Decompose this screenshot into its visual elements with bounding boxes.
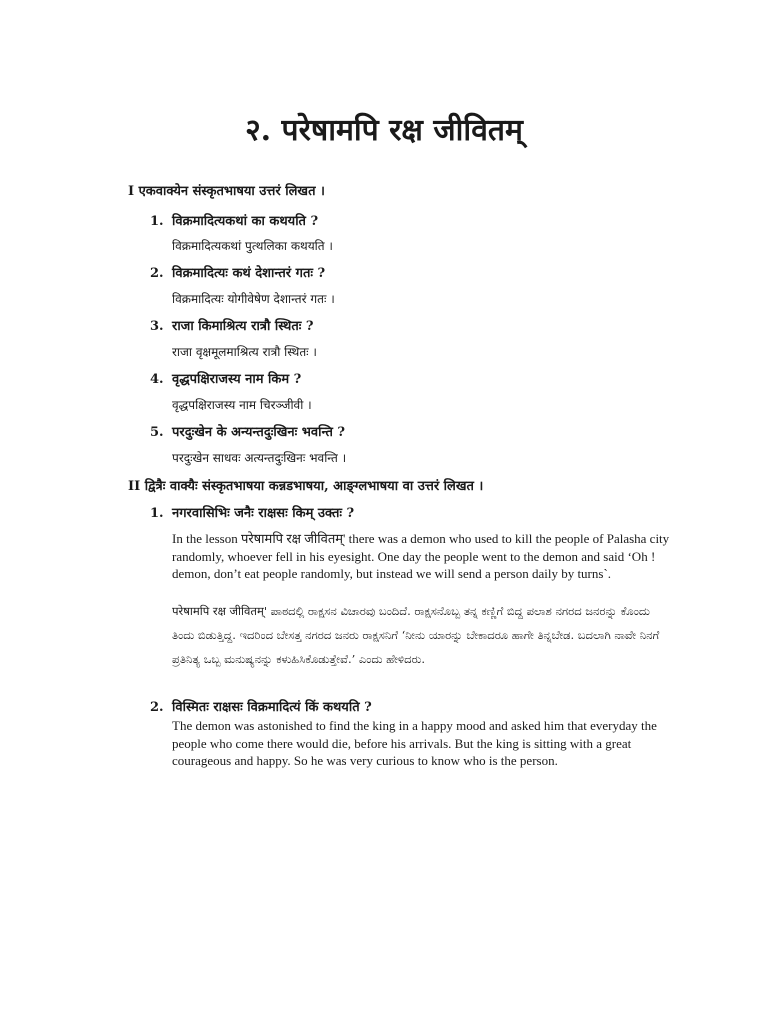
- question-text: वृद्धपक्षिराजस्य नाम किम ?: [172, 372, 302, 387]
- question-number: 1.: [150, 506, 164, 521]
- question-text: राजा किमाश्रित्य रात्रौ स्थितः ?: [172, 319, 314, 334]
- answer-2-1-kannada: परेषामपि रक्ष जीवितम्' ಪಾಠದಲ್ಲಿ ರಾಕ್ಷಸನ ವಿಚಾರವು ಬಂದಿದೆ. ರಾಕ್ಷಸನೊಬ್ಬ ತನ್ನ ಕಣ್ಣಿಗೆ ಬಿದ್ದ ಪಲಾಶ ನಗರದ ಜನರನ್ನು ಕೊಂದು ತಿಂದು ಬಿಡುತ್ತಿದ್ದ. ಇದರಿಂದ ಬೇಸತ್ತ ನಗರದ ಜನರು ರಾಕ್ಷಸನಿಗೆ ‘ನೀನು ಯಾರನ್ನು ಬೇಕಾದರೂ ಹಾಗೇ ತಿನ್ನಬೇಡ. ಬದಲಾಗಿ ನಾವೇ ನಿನಗೆ ಪ್ರತಿನಿತ್ಯ ಒಬ್ಬ ಮನುಷ್ಯನನ್ನು ಕಳುಹಿಸಿಕೊಡುತ್ತೇವೆ.’ ಎಂದು ಹೇಳಿದರು.: [172, 604, 660, 666]
- answer-1-1: विक्रमादित्यकथां पुत्थलिका कथयति ।: [172, 239, 333, 253]
- question-number: 2.: [150, 700, 164, 715]
- answer-1-2: विक्रमादित्यः योगीवेषेण देशान्तरं गतः ।: [172, 292, 335, 306]
- question-text: परदुःखेन के अन्यन्तदुःखिनः भवन्ति ?: [172, 425, 346, 440]
- question-number: 4.: [150, 372, 164, 387]
- question-number: 1.: [150, 214, 164, 229]
- question-text: विक्रमादित्यकथां का कथयति ?: [172, 214, 319, 229]
- question-1-3: [150, 316, 314, 334]
- question-number: 5.: [150, 425, 164, 440]
- question-number: 2.: [150, 266, 164, 281]
- question-1-2: [150, 263, 325, 281]
- answer-2-2-english: The demon was astonished to find the king in a happy mood and asked him that everyday the people who come there would die, before his arrivals. But the king is sitting with a great courageous and happy. So he was very curious to know who is the person.: [172, 718, 657, 768]
- question-1-5: [150, 422, 345, 440]
- question-number: 3.: [150, 319, 164, 334]
- question-text: नगरवासिभिः जनैः राक्षसः किम् उक्तः ?: [172, 506, 355, 521]
- question-text: विक्रमादित्यः कथं देशान्तरं गतः ?: [172, 266, 326, 281]
- question-1-1: [150, 211, 318, 229]
- question-text: विस्मितः राक्षसः विक्रमादित्यं किं कथयति ?: [172, 700, 372, 715]
- question-2-1: [150, 503, 354, 521]
- answer-2-1-english: In the lesson परेषामपि रक्ष जीवितम्' there was a demon who used to kill the people of Palasha city randomly, whoever fell in his eyesight. One day the people went to the demon and said ‘Oh ! demon, don’t eat people randomly, but instead we will send a person daily by turns`.: [172, 531, 670, 581]
- page-title: २. परेषामपि रक्ष जीवितम्: [245, 113, 523, 148]
- section-1-heading: I एकवाक्येन संस्कृतभाषया उत्तरं लिखत ।: [128, 184, 325, 199]
- question-2-2: [150, 697, 372, 715]
- question-1-4: [150, 369, 301, 387]
- answer-1-3: राजा वृक्षमूलमाश्रित्य रात्रौ स्थितः ।: [172, 345, 317, 359]
- answer-1-5: परदुःखेन साधवः अत्यन्तदुःखिनः भवन्ति ।: [172, 451, 347, 465]
- section-2-heading: II द्वित्रैः वाक्यैः संस्कृतभाषया कन्नडभाषया, आङ्ग्लभाषया वा उत्तरं लिखत ।: [128, 479, 484, 494]
- answer-1-4: वृद्धपक्षिराजस्य नाम चिरञ्जीवी ।: [172, 398, 312, 412]
